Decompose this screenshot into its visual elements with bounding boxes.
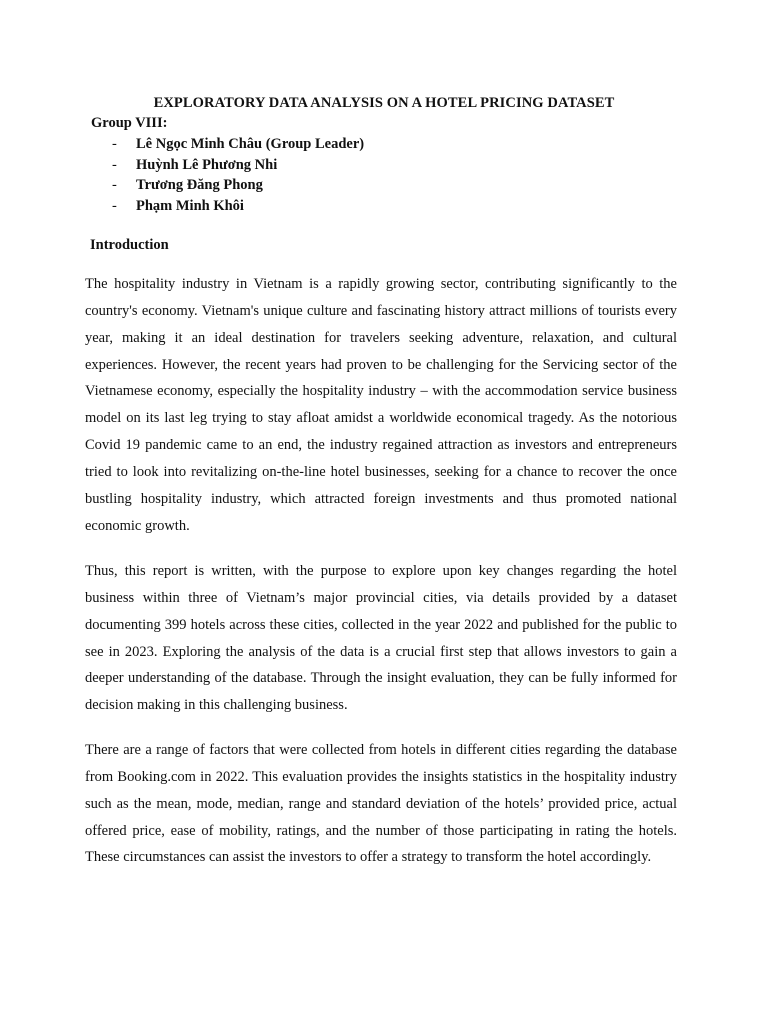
- member-item: [112, 196, 364, 217]
- list-marker: -: [112, 136, 117, 152]
- member-name: Trương Đăng Phong: [136, 177, 263, 194]
- paragraph-3: There are a range of factors that were collected from hotels in different cities regarding the database from Booking.com in 2022. This evaluation provides the insights statistics in the hospitality industry such as the mean, mode, median, range and standard deviation of the hotels’ provided price, actual offered price, ease of mobility, ratings, and the number of those participating in rating the hotels. These circumstances can assist the investors to offer a strategy to transform the hotel accordingly.: [85, 742, 677, 866]
- section-heading-introduction: Introduction: [90, 237, 169, 253]
- paragraph-2: Thus, this report is written, with the purpose to explore upon key changes regarding the hotel business within three of Vietnam’s major provincial cities, via details provided by a dataset documenting 399 hotels across these cities, collected in the year 2022 and published for the public to see in 2023. Exploring the analysis of the data is a crucial first step that allows investors to gain a deeper understanding of the database. Through the insight evaluation, they can be fully informed for decision making in this challenging business.: [85, 563, 677, 714]
- document-title: EXPLORATORY DATA ANALYSIS ON A HOTEL PRICING DATASET: [153, 95, 615, 111]
- member-name: Huỳnh Lê Phương Nhi: [136, 156, 278, 173]
- member-name: Phạm Minh Khôi: [136, 198, 244, 215]
- member-item: [112, 175, 364, 196]
- group-label: Group VIII:: [91, 115, 168, 131]
- list-marker: -: [112, 156, 117, 173]
- member-list: [112, 134, 364, 217]
- member-name: Lê Ngọc Minh Châu (Group Leader): [136, 136, 365, 152]
- list-marker: -: [112, 198, 117, 215]
- list-marker: -: [112, 177, 117, 194]
- member-item: [112, 155, 364, 176]
- paragraph-1: The hospitality industry in Vietnam is a rapidly growing sector, contributing significantly to the country's economy. Vietnam's unique culture and fascinating history attract millions of tourists every year, making it an ideal destination for travelers seeking adventure, relaxation, and cultural experiences. However, the recent years had proven to be challenging for the Servicing sector of the Vietnamese economy, especially the hospitality industry – with the accommodation service business model on its last leg trying to stay afloat amidst a worldwide economical tragedy. As the notorious Covid 19 pandemic came to an end, the industry regained attraction as investors and entrepreneurs tried to look into revitalizing on-the-line hotel businesses, seeking for a chance to recover the once bustling hospitality industry, which attracted foreign investments and thus promoted national economic growth.: [85, 276, 677, 534]
- member-item: [112, 134, 364, 155]
